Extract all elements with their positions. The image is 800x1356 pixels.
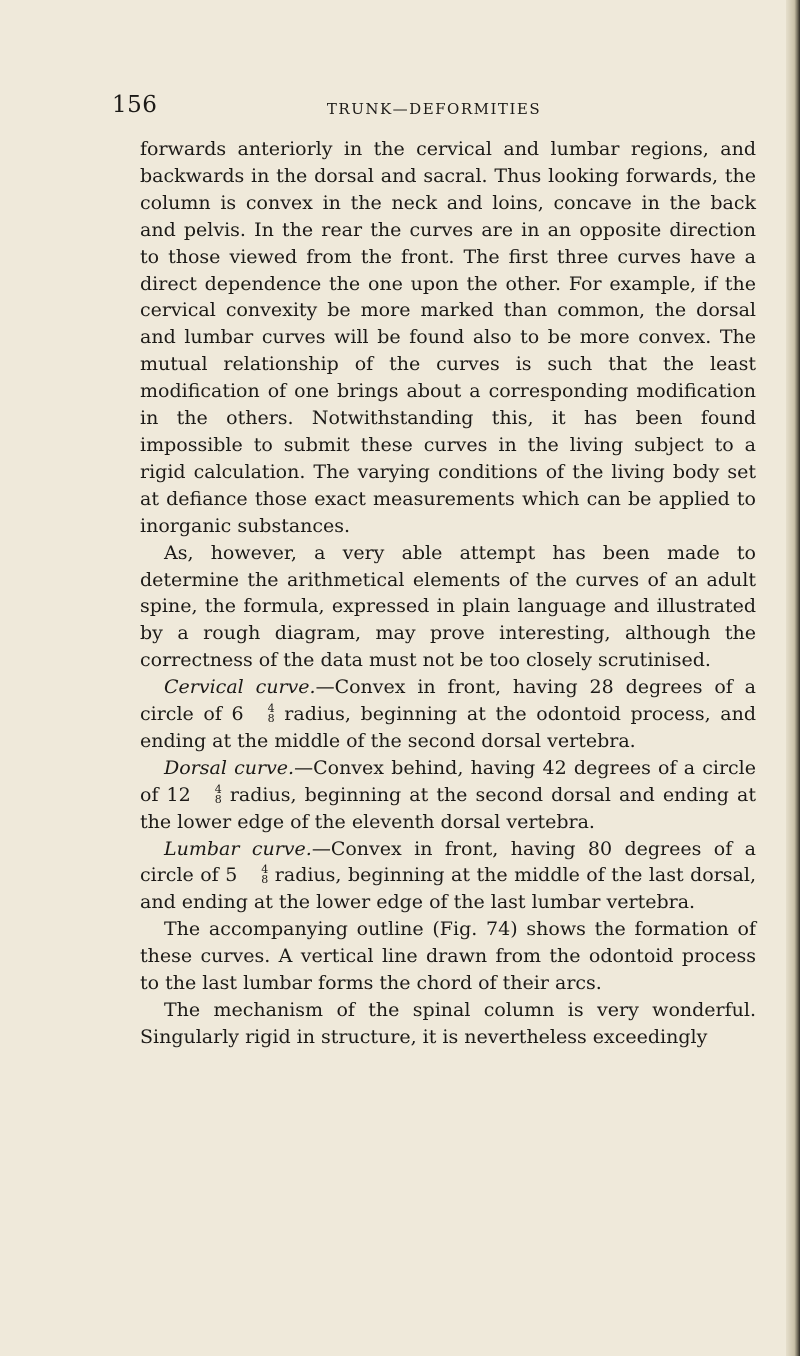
dorsal-fraction — [191, 782, 222, 806]
cervical-fraction — [244, 704, 275, 724]
paragraph-mechanism: The mechanism of the spinal column is very wonderful. Singularly rigid in structure, it is nevertheless exceedingly — [140, 999, 756, 1048]
lumbar-text-after: radius, beginning at the middle of the last dorsal, and ending at the lower edge of the last lumbar vertebra. — [140, 864, 757, 914]
page-number: 156 — [112, 92, 158, 118]
dorsal-text-before: —Convex behind, having 42 degrees of a circle of 12 — [140, 756, 756, 806]
fraction-denominator: 8 — [214, 792, 222, 806]
body-text — [140, 136, 756, 1051]
paragraph-formula-intro: As, however, a very able attempt has been made to determine the arithmetical elements of the curves of an adult spine, the formula, expressed in plain language and illustrated by a rough diagram, may prove interesting, although the correctness of the data must not be too closely scrutinised. — [140, 541, 756, 672]
lumbar-text-before: —Convex in front, having 80 degrees of a circle of 5 — [140, 837, 756, 887]
cervical-text-after: radius, beginning at the odontoid process, and ending at the middle of the second dorsal vertebra. — [140, 703, 756, 752]
paragraph-lumbar-curve — [140, 836, 756, 917]
cervical-text-before: —Convex in front, having 28 degrees of a circle of 6 — [140, 676, 756, 726]
lumbar-curve-label: Lumbar curve. — [164, 837, 312, 860]
fraction-numerator: 4 — [214, 782, 222, 796]
page-edge-shadow — [786, 0, 800, 1356]
fraction-numerator: 4 — [261, 863, 269, 877]
lumbar-fraction — [237, 865, 268, 885]
fraction-numerator: 4 — [267, 702, 275, 716]
running-head — [112, 92, 756, 122]
dorsal-text-after: radius, beginning at the second dorsal and ending at the lower edge of the eleventh dorsal vertebra. — [140, 783, 756, 833]
paragraph-cervical-curve — [140, 674, 756, 755]
paragraph-continued: forwards anteriorly in the cervical and lumbar regions, and backwards in the dorsal and sacral. Thus looking forwards, the column is convex in the neck and loins, concave in the back and pelvis. In the rear the curves are in an opposite direction to those viewed from the front. The first three curves have a direct dependence the one upon the other. For example, if the cervical convexity be more marked than common, the dorsal and lumbar curves will be found also to be more convex. The mutual relationship of the curves is such that the least modification of one brings about a corresponding modification in the others. Notwithstanding this, it has been found impossible to submit these curves in the living subject to a rigid calculation. The varying conditions of the living body set at defiance those exact measurements which can be applied to inorganic substances. — [140, 138, 756, 537]
fraction-denominator: 8 — [267, 712, 275, 726]
dorsal-curve-label: Dorsal curve. — [164, 756, 295, 779]
paragraph-figure-reference: The accompanying outline (Fig. 74) shows the formation of these curves. A vertical line drawn from the odontoid process to the last lumbar forms the chord of their arcs. — [140, 918, 756, 995]
fraction-denominator: 8 — [261, 873, 269, 887]
cervical-curve-label: Cervical curve. — [164, 676, 316, 699]
paragraph-dorsal-curve — [140, 755, 756, 836]
running-title: TRUNK—DEFORMITIES — [326, 100, 542, 118]
